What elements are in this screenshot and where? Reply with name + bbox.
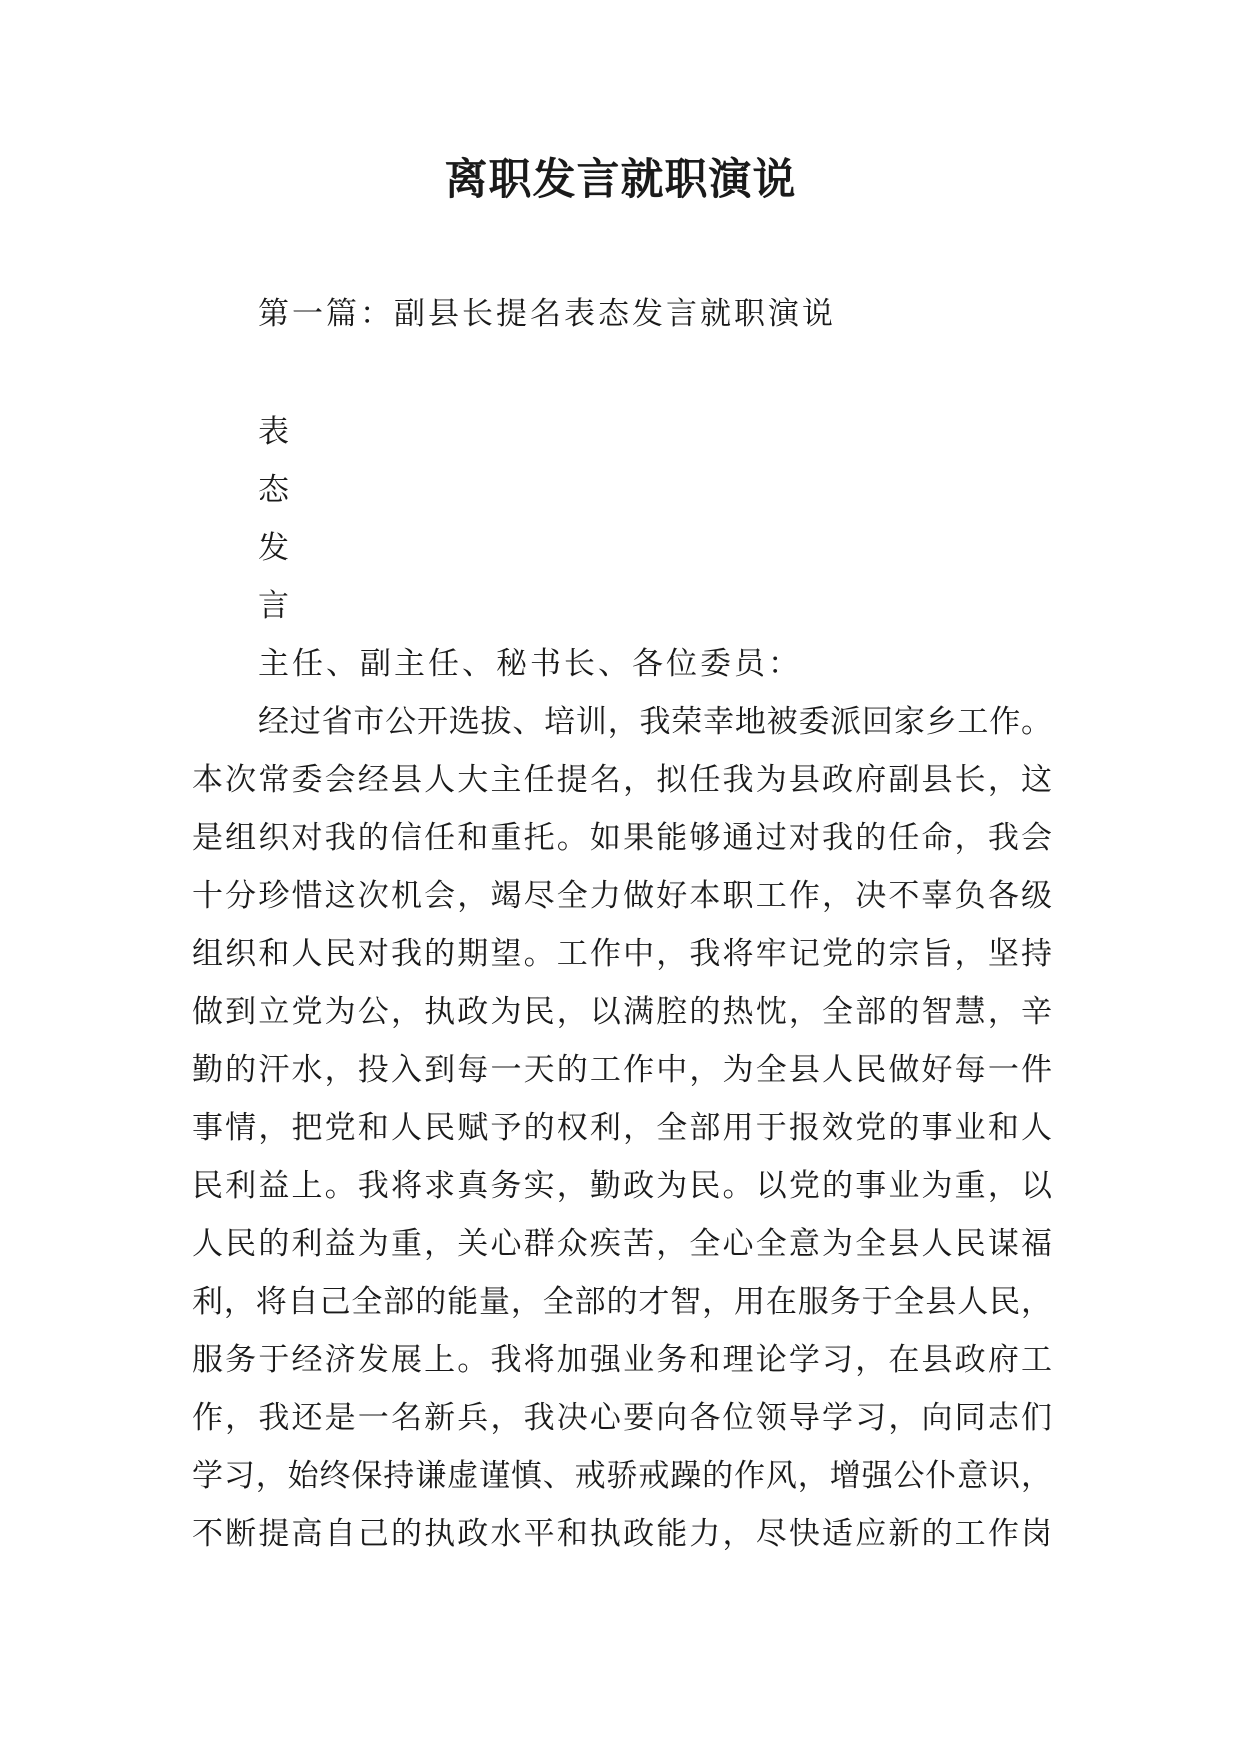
body-line: 不断提高自己的执政水平和执政能力，尽快适应新的工作岗 — [192, 1516, 1052, 1552]
body-line: 是组织对我的信任和重托。如果能够通过对我的任命，我会 — [192, 820, 1052, 856]
body-line: 本次常委会经县人大主任提名，拟任我为县政府副县长，这 — [192, 762, 1052, 798]
section-heading: 第一篇：副县长提名表态发言就职演说 — [258, 296, 836, 332]
vertical-heading-char: 发 — [258, 530, 289, 566]
vertical-heading-char: 表 — [258, 414, 289, 450]
body-line: 做到立党为公，执政为民，以满腔的热忱，全部的智慧，辛 — [192, 994, 1052, 1030]
body-paragraph — [192, 700, 1052, 1570]
body-line: 事情，把党和人民赋予的权利，全部用于报效党的事业和人 — [192, 1110, 1052, 1146]
body-line: 作，我还是一名新兵，我决心要向各位领导学习，向同志们 — [192, 1400, 1052, 1436]
body-line: 利，将自己全部的能量，全部的才智，用在服务于全县人民， — [192, 1284, 1052, 1320]
vertical-heading-char: 言 — [258, 588, 289, 624]
body-line: 十分珍惜这次机会，竭尽全力做好本职工作，决不辜负各级 — [192, 878, 1052, 914]
body-line: 民利益上。我将求真务实，勤政为民。以党的事业为重，以 — [192, 1168, 1052, 1204]
body-line: 勤的汗水，投入到每一天的工作中，为全县人民做好每一件 — [192, 1052, 1052, 1088]
body-line: 经过省市公开选拔、培训，我荣幸地被委派回家乡工作。 — [258, 704, 1052, 740]
body-line: 学习，始终保持谦虚谨慎、戒骄戒躁的作风，增强公仆意识， — [192, 1458, 1052, 1494]
document-title: 离职发言就职演说 — [444, 155, 797, 205]
vertical-heading-char: 态 — [258, 472, 289, 508]
salutation: 主任、副主任、秘书长、各位委员： — [258, 646, 802, 682]
body-line: 服务于经济发展上。我将加强业务和理论学习，在县政府工 — [192, 1342, 1052, 1378]
body-line: 人民的利益为重，关心群众疾苦，全心全意为全县人民谋福 — [192, 1226, 1052, 1262]
body-line: 组织和人民对我的期望。工作中，我将牢记党的宗旨，坚持 — [192, 936, 1052, 972]
